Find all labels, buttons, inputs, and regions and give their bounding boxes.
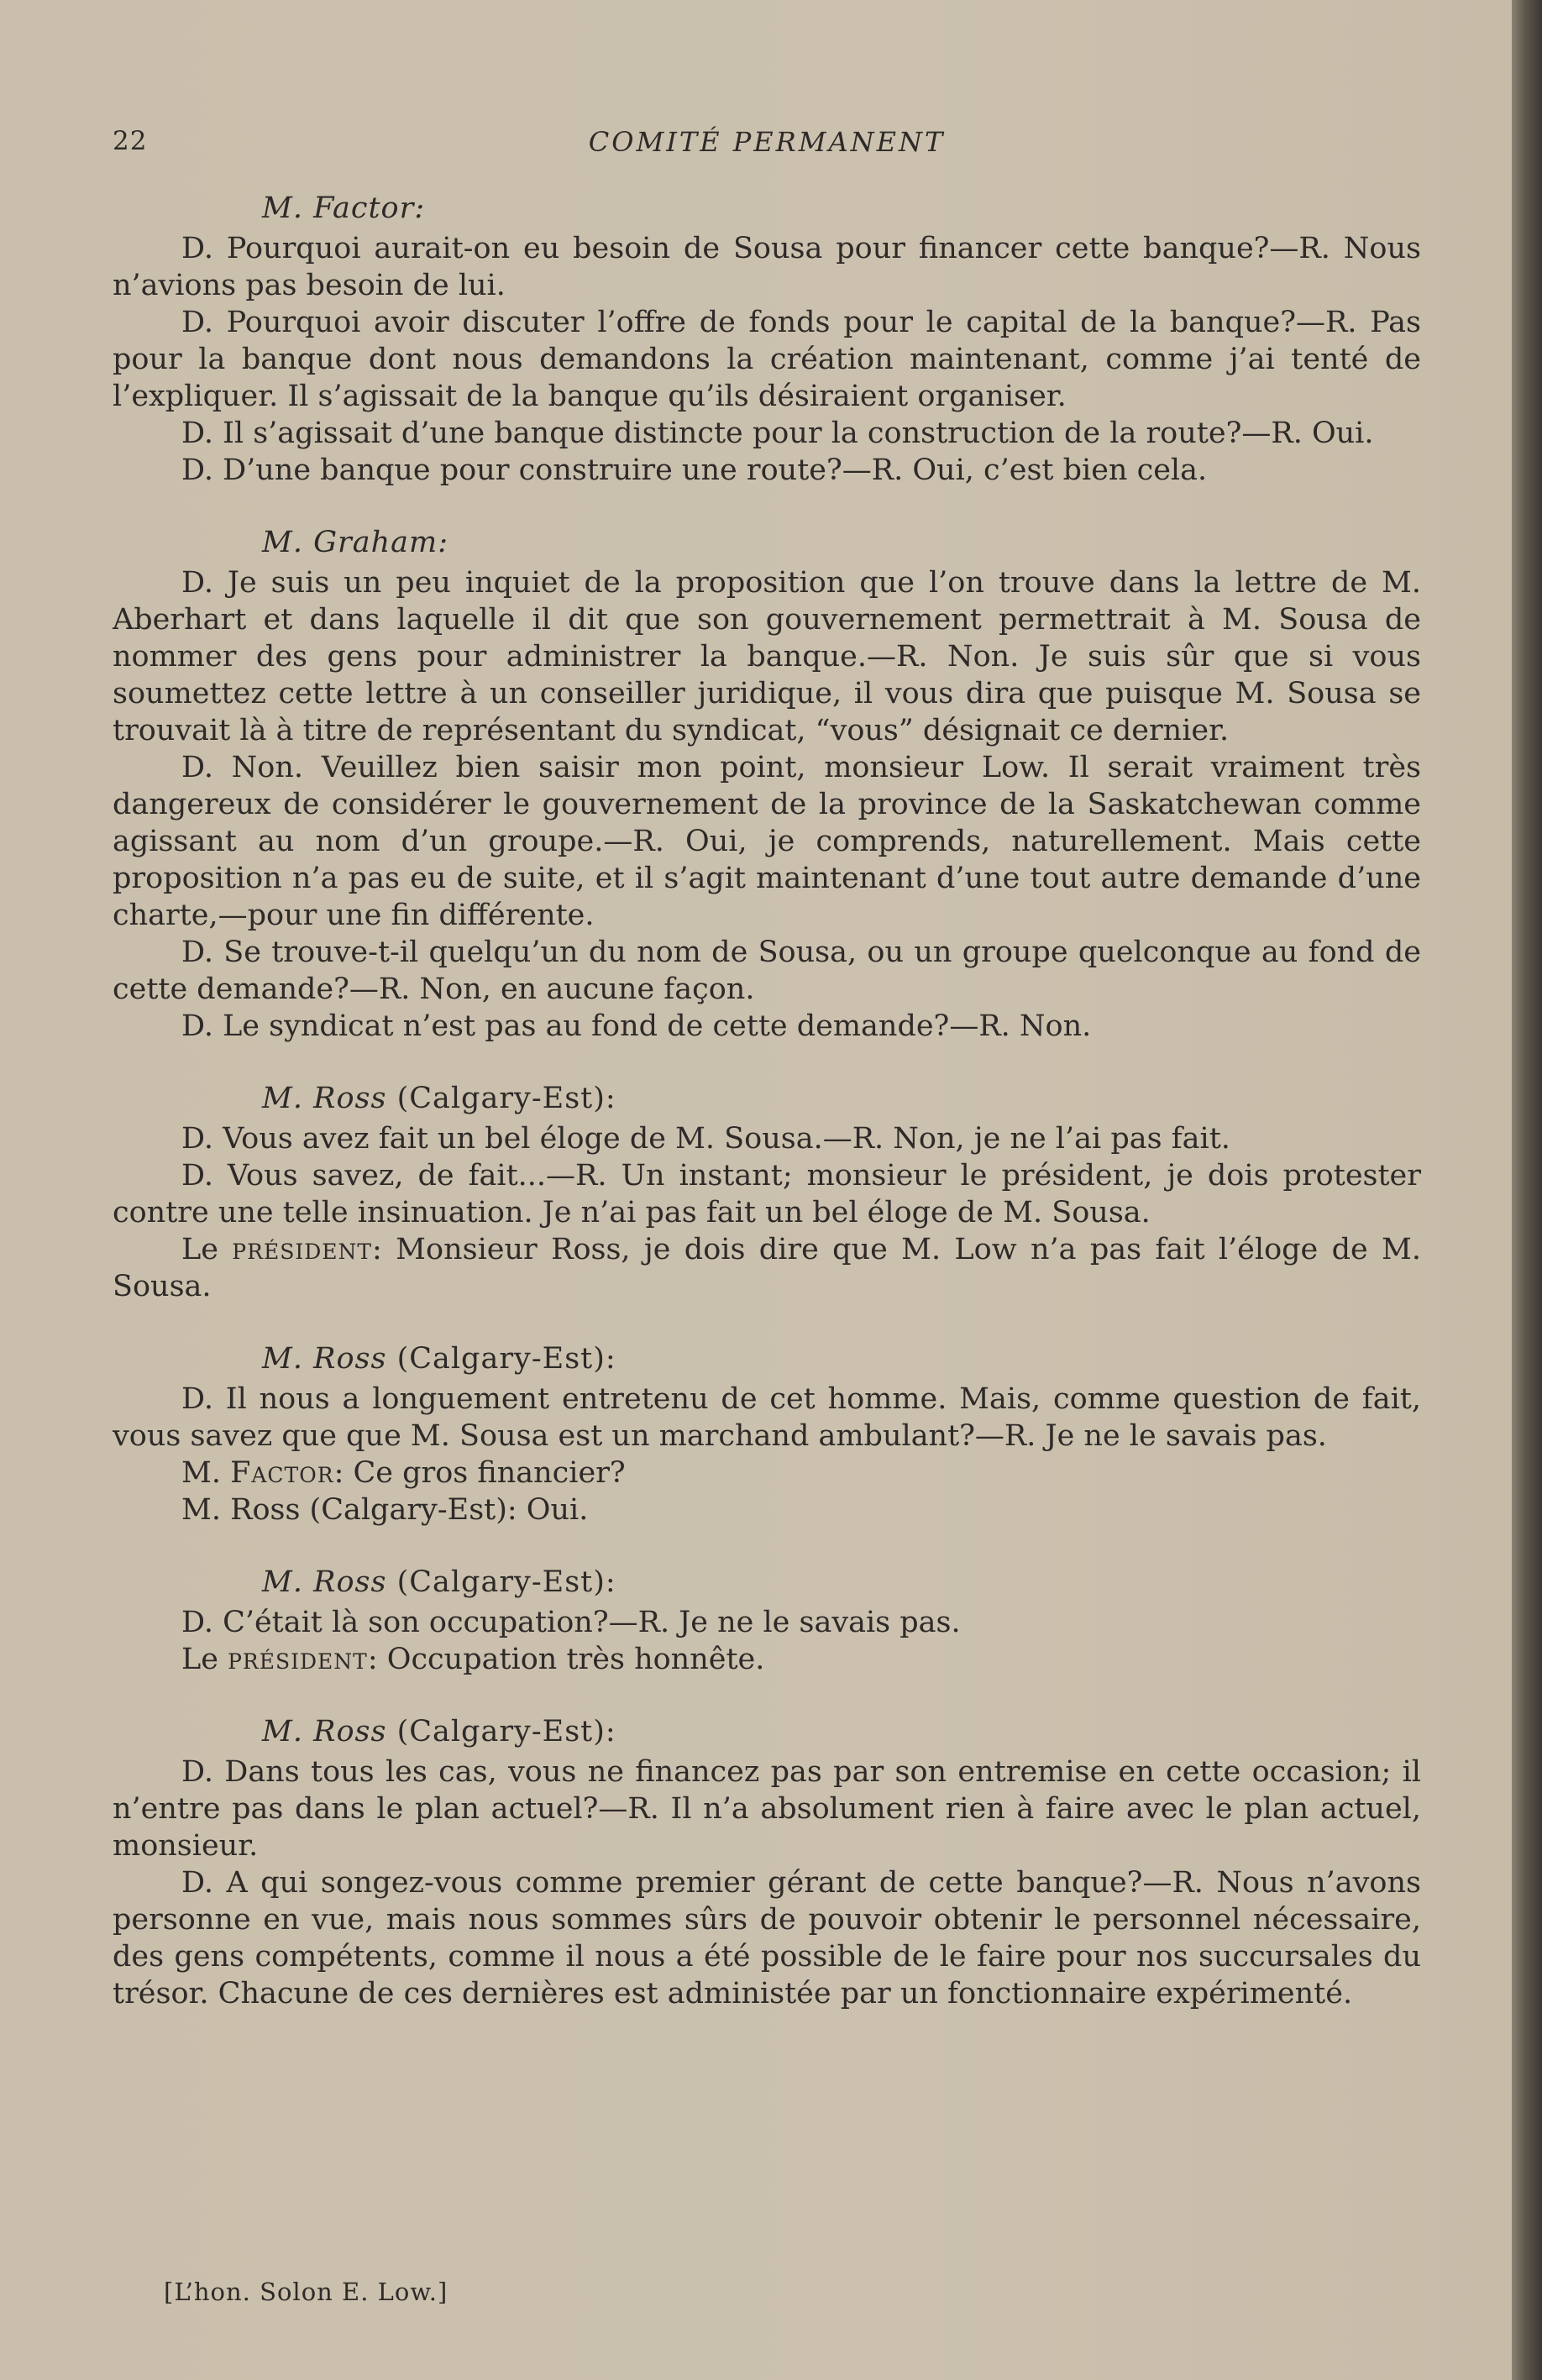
question-answer: D. Le syndicat n’est pas au fond de cette demande?—R. Non. [181,1009,1092,1043]
question-answer: D. Vous avez fait un bel éloge de M. Sousa.—R. Non, je ne l’ai pas fait. [181,1122,1230,1156]
speaker-riding: (Calgary-Est): [386,1082,616,1115]
statement-lead: Le [181,1643,228,1676]
speaker-heading [262,1564,1421,1601]
footer-attribution: [L’hon. Solon E. Low.] [164,2278,448,2306]
speaker-label: président [232,1233,373,1266]
question-answer: D. Dans tous les cas, vous ne financez pas par son entremise en cette occasion; il n’entre pas dans le plan actuel?—R. Il n’a absolument rien à faire avec le plan actuel, monsieur. [113,1755,1421,1863]
question-answer: D. Pourquoi aurait-on eu besoin de Sousa pour financer cette banque?—R. Nous n’avions pas besoin de lui. [113,232,1421,302]
page-binding-edge [1512,0,1542,2380]
statement-text: M. Ross (Calgary-Est): Oui. [181,1493,589,1527]
speaker-heading: M. Factor: [262,191,426,225]
statement-text: : Occupation très honnête. [367,1643,765,1676]
statement-text: : Ce gros financier? [333,1456,626,1490]
speaker-riding: (Calgary-Est): [386,1715,616,1748]
speaker-statement [113,1641,1421,1678]
speaker-label: Factor [230,1456,334,1490]
speaker-name: M. Ross [262,1342,387,1376]
question-answer: D. D’une banque pour construire une route?—R. Oui, c’est bien cela. [181,453,1208,487]
statement-lead: Le [181,1233,233,1266]
speaker-riding: (Calgary-Est): [386,1342,616,1376]
speaker-heading: M. Graham: [262,526,449,559]
speaker-statement [113,1455,1421,1491]
question-answer: D. A qui songez-vous comme premier gérant de cette banque?—R. Nous n’avons personne en vue, mais nous sommes sûrs de pouvoir obtenir le personnel nécessaire, des gens compétents, comme il nous a été possible de le faire pour nos succursales du trésor. Chacune de ces dernières est administée par un fonctionnaire expérimenté. [113,1866,1421,2010]
question-answer: D. C’était là son occupation?—R. Je ne le savais pas. [181,1606,961,1639]
question-answer: D. Je suis un peu inquiet de la proposition que l’on trouve dans la lettre de M. Aberhart et dans laquelle il dit que son gouvernement permettrait à M. Sousa de nommer des gens pour administrer la banque.—R. Non. Je suis sûr que si vous soumettez cette lettre à un conseiller juridique, il vous dira que puisque M. Sousa se trouvait là à titre de représentant du syndicat, “vous” désignait ce dernier. [113,566,1421,747]
page-header [113,126,1421,173]
page-number: 22 [113,126,148,156]
question-answer: D. Non. Veuillez bien saisir mon point, monsieur Low. Il serait vraiment très dangereux de considérer le gouvernement de la province de la Saskatchewan comme agissant au nom d’un groupe.—R. Oui, je comprends, naturellement. Mais cette proposition n’a pas eu de suite, et il s’agit maintenant d’une tout autre demande d’une charte,—pour une fin différente. [113,751,1421,932]
statement-text: : Monsieur Ross, je dois dire que M. Low n’a pas fait l’éloge de M. Sousa. [113,1233,1421,1303]
question-answer: D. Il nous a longuement entretenu de cet homme. Mais, comme question de fait, vous savez que que M. Sousa est un marchand ambulant?—R. Je ne le savais pas. [113,1382,1421,1453]
speaker-heading [262,1713,1421,1750]
speaker-name: M. Ross [262,1715,387,1748]
running-head: COMITÉ PERMANENT [588,126,946,158]
speaker-heading [262,1340,1421,1377]
statement-lead: M. [181,1456,231,1490]
speaker-name: M. Ross [262,1565,387,1599]
question-answer: D. Vous savez, de fait...—R. Un instant; monsieur le président, je dois protester contre une telle insinuation. Je n’ai pas fait un bel éloge de M. Sousa. [113,1159,1421,1229]
speaker-statement [113,1231,1421,1305]
speaker-riding: (Calgary-Est): [386,1565,616,1599]
question-answer: D. Pourquoi avoir discuter l’offre de fonds pour le capital de la banque?—R. Pas pour la banque dont nous demandons la création maintenant, comme j’ai tenté de l’expliquer. Il s’agissait de la banque qu’ils désiraient organiser. [113,306,1421,413]
question-answer: D. Il s’agissait d’une banque distincte pour la construction de la route?—R. Oui. [181,417,1374,450]
page-body [113,190,1421,2012]
speaker-heading [262,1080,1421,1117]
speaker-name: M. Ross [262,1082,387,1115]
question-answer: D. Se trouve-t-il quelqu’un du nom de Sousa, ou un groupe quelconque au fond de cette demande?—R. Non, en aucune façon. [113,936,1421,1006]
speaker-label: président [228,1643,368,1676]
speaker-statement [113,1491,1421,1528]
